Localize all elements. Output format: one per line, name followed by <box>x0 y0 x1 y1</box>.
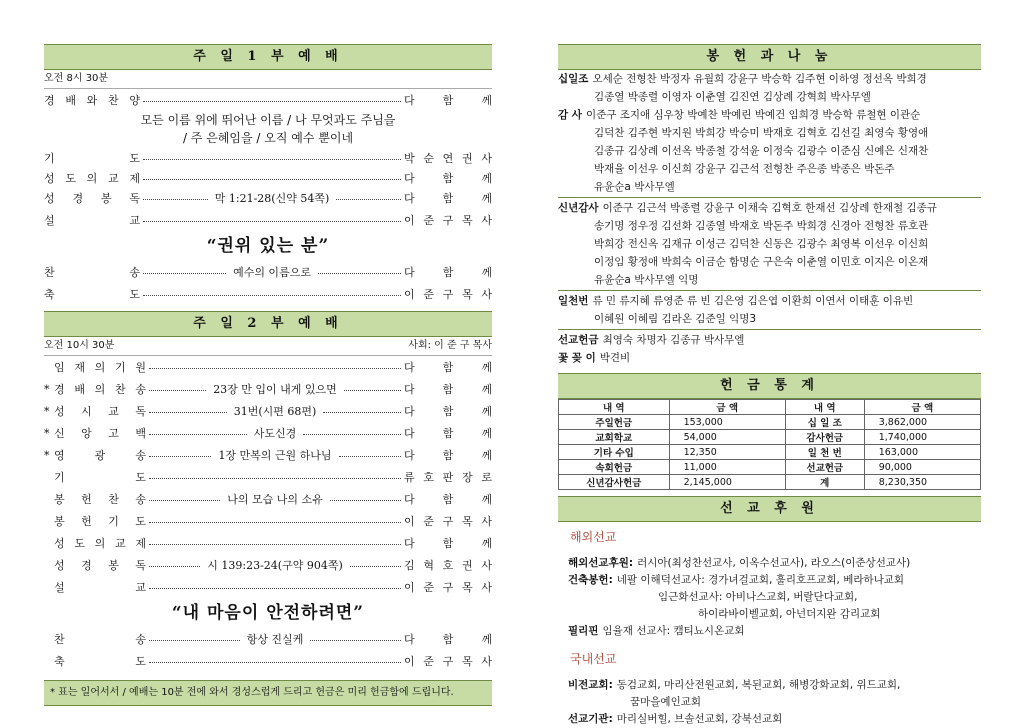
overseas-list <box>558 555 981 640</box>
s2-label: 기 도 <box>54 471 146 484</box>
s2-mid: 시 139:23-24(구약 904쪽) <box>203 557 347 573</box>
s2-item-4 <box>44 444 492 466</box>
domestic-title: 국내선교 <box>570 652 617 666</box>
service1-header: 주 일 1 부 예 배 <box>44 44 492 70</box>
overseas-label: 해외선교후원: <box>568 557 634 569</box>
stats-col-header: 금 액 <box>864 400 980 415</box>
s2-sermon-title: “내 마음이 안전하려면” <box>171 603 365 623</box>
offering-line <box>558 88 981 106</box>
s2-label: 경 배 의 찬 송 <box>54 383 146 396</box>
s1-label: 경 배 와 찬 양 <box>44 94 140 107</box>
s1-item-5 <box>44 261 492 283</box>
offering-line <box>558 217 981 235</box>
s1-right: 다 함 께 <box>404 94 492 107</box>
offering-line <box>558 235 981 253</box>
s2-right: 다 함 께 <box>404 405 492 418</box>
stats-item: 선교헌금 <box>785 460 864 475</box>
stats-item: 십 일 조 <box>785 415 864 430</box>
offering-list <box>558 70 981 367</box>
s2-mid: 1장 만복의 근원 하나님 <box>214 447 335 463</box>
s2-mid: 항상 진실케 <box>243 631 308 647</box>
offering-category: 선교헌금 <box>558 334 599 346</box>
s2-mid: 사도신경 <box>250 425 301 441</box>
domestic-line <box>568 694 981 711</box>
offering-line <box>558 178 981 196</box>
s2-item-8 <box>44 532 492 554</box>
offering-line <box>558 106 981 124</box>
s2-label: 설 교 <box>54 581 146 594</box>
s2-label: 신 앙 고 백 <box>54 427 146 440</box>
stats-amount: 11,000 <box>669 460 785 475</box>
stats-item: 주일헌금 <box>559 415 670 430</box>
s1-label: 성 도 의 교 제 <box>44 172 140 185</box>
stats-item: 기타 수입 <box>559 445 670 460</box>
service1-time: 오전 8시 30분 <box>44 73 109 84</box>
s1-right: 다 함 께 <box>404 192 492 205</box>
offering-names: 유윤순a 박사무엘 익명 <box>594 274 699 286</box>
offering-names: 송기명 정우정 김선화 김종열 박재호 박돈주 박희경 신경아 전형찬 류호관 <box>594 220 929 232</box>
s2-mid: 23장 만 입이 내게 있으면 <box>209 381 341 397</box>
offering-category: 신년감사 <box>558 202 599 214</box>
s2-item-2 <box>44 400 492 422</box>
domestic-list <box>558 677 981 728</box>
s1-label: 기 도 <box>44 152 140 165</box>
stats-row <box>559 415 981 430</box>
s2-mid: 31번(시편 68편) <box>230 403 321 419</box>
overseas-text: 러시아(최성찬선교사, 이옥수선교사), 라오스(이준상선교사) <box>637 557 911 569</box>
overseas-line <box>568 606 981 623</box>
domestic-label: 선교기관: <box>568 713 613 725</box>
overseas-text: 네팔 이해덕선교사: 경가녀걸교회, 훌리호프교회, 베라하나교회 <box>616 574 905 586</box>
offering-names: 최영숙 차명자 김종규 박사무엘 <box>602 334 745 346</box>
stats-header-row <box>559 400 981 415</box>
left-column <box>44 44 492 706</box>
offering-category: 감 사 <box>558 109 582 121</box>
offering-line <box>558 310 981 328</box>
s2-label: 성 경 봉 독 <box>54 559 146 572</box>
domestic-text: 동검교회, 마리산전원교회, 복된교회, 해병강화교회, 위드교회, <box>616 679 901 691</box>
stats-amount: 163,000 <box>864 445 980 460</box>
s1-right: 박 순 연 권 사 <box>404 152 492 165</box>
offering-names: 유윤순a 박사무엘 <box>594 181 675 193</box>
s2-label: 임 재 의 기 원 <box>54 361 146 374</box>
service2-note: * 표는 일어서서 / 예배는 10분 전에 와서 경성스럽게 드리고 헌금은 미리 헌금함에 드립니다. <box>44 680 492 706</box>
s2-item-12 <box>44 650 492 672</box>
service1-time-row <box>44 70 492 89</box>
offering-names: 오세순 전형찬 박정자 유월희 강윤구 박승학 김주현 이하영 정선옥 박희경 <box>592 73 927 85</box>
stats-amount: 1,740,000 <box>864 430 980 445</box>
s2-item-6 <box>44 488 492 510</box>
offering-line <box>558 124 981 142</box>
s2-right: 류 호 판 장 로 <box>404 471 492 484</box>
offering-names: 이준구 조지애 심우창 박예찬 박예린 박예건 임희경 박승학 류철현 이관순 <box>585 109 921 121</box>
offering-line <box>558 142 981 160</box>
s2-label: 찬 송 <box>54 633 146 646</box>
s2-right: 이 준 구 목 사 <box>404 655 492 668</box>
offering-names: 박재율 이선우 이신희 강윤구 김근석 전형찬 주은종 박종은 박돈주 <box>594 163 895 175</box>
s1-right: 다 함 께 <box>404 266 492 279</box>
s2-label: 성 시 교 독 <box>54 405 146 418</box>
s2-label: 영 광 송 <box>54 449 146 462</box>
s2-right: 다 함 께 <box>404 633 492 646</box>
stats-item: 감사헌금 <box>785 430 864 445</box>
domestic-text: 마리실버힐, 브솔선교회, 강북선교회 <box>616 713 783 725</box>
s1-label: 축 도 <box>44 288 140 301</box>
service2-items <box>44 356 492 672</box>
stats-header: 헌 금 통 계 <box>558 373 981 399</box>
offering-names: 류 민 류지혜 류영준 류 빈 김은영 김은엽 이환희 이연서 이태훈 이유빈 <box>592 295 914 307</box>
stats-item: 계 <box>785 475 864 490</box>
offering-category: 십일조 <box>558 73 589 85</box>
s2-item-5 <box>44 466 492 488</box>
offering-names: 김종규 김상례 이선옥 박종철 강석윤 이정숙 김광수 이준심 신예은 신재찬 <box>594 145 929 157</box>
overseas-text: 하이라바이벨교회, 아넌더지완 감리교회 <box>698 608 881 620</box>
s2-label: 봉 헌 찬 송 <box>54 493 146 506</box>
s2-stand-mark: * <box>44 448 50 462</box>
praise-line-1: 모든 이름 위에 뛰어난 이름 / 나 무엇과도 주님을 <box>140 113 396 127</box>
stats-amount: 2,145,000 <box>669 475 785 490</box>
s2-item-10 <box>44 576 492 598</box>
s1-item-6 <box>44 283 492 305</box>
s1-item-2 <box>44 169 492 187</box>
service2-header: 주 일 2 부 예 배 <box>44 311 492 337</box>
overseas-line <box>568 589 981 606</box>
stats-amount: 3,862,000 <box>864 415 980 430</box>
stats-col-header: 내 역 <box>785 400 864 415</box>
stats-amount: 54,000 <box>669 430 785 445</box>
s2-label: 축 도 <box>54 655 146 668</box>
s1-item-0 <box>44 89 492 111</box>
s2-item-11 <box>44 628 492 650</box>
s2-stand-mark: * <box>44 382 50 396</box>
domestic-text: 꿈마을예인교회 <box>630 696 702 708</box>
stats-row <box>559 475 981 490</box>
domestic-line <box>568 677 981 694</box>
stats-item: 신년감사헌금 <box>559 475 670 490</box>
s2-stand-mark: * <box>44 404 50 418</box>
s2-right: 다 함 께 <box>404 493 492 506</box>
offering-category: 일천번 <box>558 295 589 307</box>
offering-line <box>558 253 981 271</box>
s2-right: 이 준 구 목 사 <box>404 515 492 528</box>
service2-time-row <box>44 337 492 356</box>
s2-right: 다 함 께 <box>404 361 492 374</box>
praise-line-2: / 주 은혜임을 / 오직 예수 뿐이네 <box>182 131 354 145</box>
overseas-text: 임율재 선교사: 캠티뇨시온교회 <box>602 625 745 637</box>
stats-col-header: 내 역 <box>559 400 670 415</box>
overseas-line <box>568 572 981 589</box>
s2-right: 김 혁 호 권 사 <box>404 559 492 572</box>
s1-item-3 <box>44 187 492 209</box>
s2-mid: 나의 모습 나의 소유 <box>223 491 327 507</box>
s2-right: 다 함 께 <box>404 537 492 550</box>
s2-right: 다 함 께 <box>404 449 492 462</box>
overseas-title: 해외선교 <box>570 530 617 544</box>
offering-line <box>558 271 981 289</box>
s1-label: 설 교 <box>44 214 140 227</box>
stats-amount: 8,230,350 <box>864 475 980 490</box>
s1-label: 성 경 봉 독 <box>44 192 140 205</box>
stats-amount: 12,350 <box>669 445 785 460</box>
overseas-label: 필리핀 <box>568 625 599 637</box>
service2-presider: 사회: 이 준 구 목사 <box>408 340 492 351</box>
s1-mid: 예수의 이름으로 <box>229 264 315 280</box>
overseas-line <box>568 555 981 572</box>
s2-label: 성 도 의 교 제 <box>54 537 146 550</box>
s1-sermon-title: “권위 있는 분” <box>206 236 330 256</box>
s2-label: 봉 헌 기 도 <box>54 515 146 528</box>
right-column <box>558 44 981 728</box>
overseas-line <box>568 623 981 640</box>
offering-line <box>558 331 981 349</box>
offering-line <box>558 292 981 310</box>
mission-header: 선 교 후 원 <box>558 496 981 522</box>
domestic-label: 비전교회: <box>568 679 613 691</box>
offering-names: 김덕찬 김주현 박지원 박희강 박승미 박재호 김혁호 김선길 최영숙 황영애 <box>594 127 929 139</box>
offering-names: 김종열 박종렬 이영자 이춘열 김진연 김상례 강혁희 박사무엘 <box>594 91 871 103</box>
stats-table <box>558 399 981 490</box>
s2-item-9 <box>44 554 492 576</box>
stats-amount: 153,000 <box>669 415 785 430</box>
domestic-line <box>568 711 981 728</box>
praise-lyrics <box>44 111 492 147</box>
stats-item: 속회헌금 <box>559 460 670 475</box>
s2-item-3 <box>44 422 492 444</box>
s1-right: 이 준 구 목 사 <box>404 288 492 301</box>
s2-right: 다 함 께 <box>404 427 492 440</box>
offering-names: 박희강 전신옥 김재규 이성근 김덕찬 신동은 김광수 최영복 이선우 이신희 <box>594 238 929 250</box>
s2-item-7 <box>44 510 492 532</box>
s1-item-1 <box>44 147 492 169</box>
stats-row <box>559 430 981 445</box>
stats-row <box>559 460 981 475</box>
s1-right: 이 준 구 목 사 <box>404 214 492 227</box>
offering-category: 꽃 꽂 이 <box>558 352 596 364</box>
s1-right: 다 함 께 <box>404 172 492 185</box>
stats-col-header: 금 액 <box>669 400 785 415</box>
stats-amount: 90,000 <box>864 460 980 475</box>
s2-stand-mark: * <box>44 426 50 440</box>
offering-names: 이혜원 이혜림 김라온 김준일 익명3 <box>594 313 757 325</box>
s1-item-4 <box>44 209 492 231</box>
offering-names: 이준구 김근석 박종렬 강윤구 이채숙 김혁호 한재선 김상례 한재철 김종규 <box>602 202 937 214</box>
stats-item: 교회학교 <box>559 430 670 445</box>
s1-mid: 막 1:21-28(신약 54쪽) <box>211 190 334 206</box>
offering-line <box>558 160 981 178</box>
offering-line <box>558 199 981 217</box>
s1-label: 찬 송 <box>44 266 140 279</box>
s2-item-1 <box>44 378 492 400</box>
overseas-label: 건축봉헌: <box>568 574 613 586</box>
stats-row <box>559 445 981 460</box>
service2-time: 오전 10시 30분 <box>44 340 115 351</box>
stats-item: 일 천 번 <box>785 445 864 460</box>
s2-item-0 <box>44 356 492 378</box>
offering-line <box>558 70 981 88</box>
offering-header: 봉 헌 과 나 눔 <box>558 44 981 70</box>
offering-names: 박견비 <box>599 352 631 364</box>
s2-right: 이 준 구 목 사 <box>404 581 492 594</box>
overseas-text: 임근화선교사: 아비나스교회, 버랄단다교회, <box>658 591 858 603</box>
offering-names: 이정임 황정애 박희숙 이금순 함명순 구은숙 이춘열 이민호 이지은 이온재 <box>594 256 929 268</box>
s2-right: 다 함 께 <box>404 383 492 396</box>
offering-line <box>558 349 981 367</box>
